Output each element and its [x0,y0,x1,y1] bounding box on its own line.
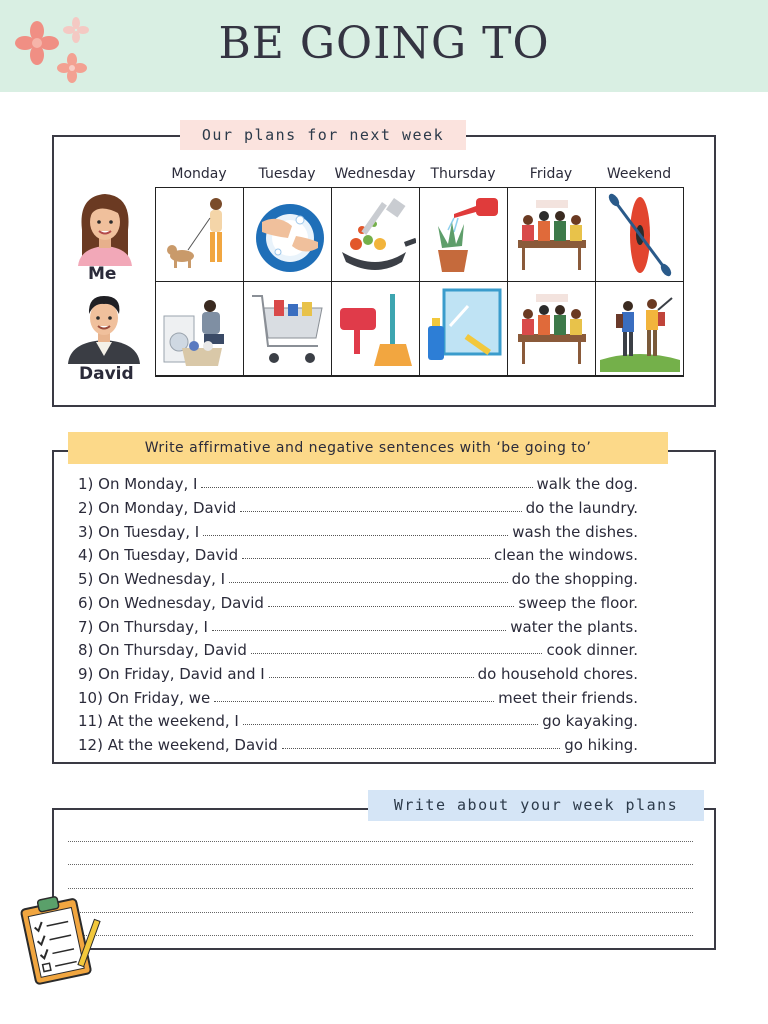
sentence-start: 5) On Wednesday, I [78,570,226,588]
walk-dog-icon [160,192,240,278]
plans-label: Our plans for next week [180,120,466,150]
day-header: Thursday [430,166,496,182]
clipboard-icon [14,893,102,989]
sentence-start: 7) On Thursday, I [78,618,208,636]
sentence-item [78,519,638,541]
activity-cell [596,282,684,376]
sentence-start: 3) On Tuesday, I [78,523,200,541]
activity-cell [156,282,244,376]
activity-cell [420,282,508,376]
writing-line[interactable] [68,888,693,889]
sentence-item [78,542,638,564]
sentence-end: walk the dog. [536,475,638,493]
writing-line[interactable] [68,864,693,865]
writing-line[interactable] [68,841,693,842]
sentence-item [78,708,638,730]
window-cleaning-icon [424,286,504,372]
sentence-end: do the shopping. [511,570,638,588]
wash-dishes-icon [248,192,328,278]
sentence-item [78,661,638,683]
shopping-cart-icon [248,286,328,372]
sentence-start: 10) On Friday, we [78,689,211,707]
answer-blank[interactable] [203,535,508,536]
sentence-end: meet their friends. [498,689,638,707]
sentence-end: sweep the floor. [518,594,638,612]
david-avatar [66,290,142,364]
sentence-start: 8) On Thursday, David [78,641,247,659]
sentence-item [78,732,638,754]
water-plants-icon [424,192,504,278]
day-header: Wednesday [334,166,416,182]
answer-blank[interactable] [242,558,490,559]
answer-blank[interactable] [214,701,494,702]
writing-line[interactable] [68,935,693,936]
writing-box [52,808,716,950]
answer-blank[interactable] [229,582,508,583]
sentence-end: go kayaking. [542,712,638,730]
sentence-end: cook dinner. [546,641,638,659]
sentence-start: 6) On Wednesday, David [78,594,264,612]
answer-blank[interactable] [251,653,543,654]
activity-cell [156,188,244,282]
answer-blank[interactable] [282,748,560,749]
cooking-icon [336,192,416,278]
sentence-start: 12) At the weekend, David [78,736,278,754]
sentence-end: wash the dishes. [512,523,638,541]
sentence-end: do the laundry. [525,499,638,517]
answer-blank[interactable] [269,677,474,678]
broom-dustpan-icon [336,286,416,372]
answer-blank[interactable] [240,511,521,512]
sentence-start: 4) On Tuesday, David [78,546,239,564]
activity-cell [332,188,420,282]
activity-cell [508,188,596,282]
answer-blank[interactable] [201,487,532,488]
day-header: Weekend [606,166,672,182]
activity-grid [155,187,684,377]
sentence-item [78,495,638,517]
page-title: BE GOING TO [218,18,550,69]
sentence-end: clean the windows. [494,546,638,564]
sentence-end: water the plants. [510,618,638,636]
sentence-item [78,590,638,612]
activity-cell [244,282,332,376]
activity-cell [508,282,596,376]
activity-cell [244,188,332,282]
sentences-label: Write affirmative and negative sentences with ‘be going to’ [68,432,668,464]
day-header: Tuesday [258,166,316,182]
answer-blank[interactable] [243,724,538,725]
sentence-start: 2) On Monday, David [78,499,237,517]
hiking-icon [600,286,680,372]
activity-cell [332,282,420,376]
friends-dinner-icon [512,192,592,278]
header-banner [0,0,768,92]
sentence-item [78,637,638,659]
person-name-me: Me [88,264,117,284]
activity-cell [596,188,684,282]
writing-label: Write about your week plans [368,790,704,821]
writing-line[interactable] [68,912,693,913]
sentence-end: do household chores. [477,665,638,683]
day-header: Monday [171,166,227,182]
day-header: Friday [529,166,573,182]
sentence-start: 9) On Friday, David and I [78,665,265,683]
answer-blank[interactable] [268,606,514,607]
me-avatar [70,190,140,266]
sentence-item [78,614,638,636]
sentence-item [78,685,638,707]
laundry-icon [160,286,240,372]
activity-cell [420,188,508,282]
sentence-end: go hiking. [564,736,638,754]
sentence-start: 11) At the weekend, I [78,712,239,730]
sentence-item [78,566,638,588]
friends-dinner-icon [512,286,592,372]
sentence-start: 1) On Monday, I [78,475,198,493]
answer-blank[interactable] [212,630,506,631]
kayak-icon [600,192,680,278]
person-name-david: David [79,364,134,384]
sentence-item [78,471,638,493]
